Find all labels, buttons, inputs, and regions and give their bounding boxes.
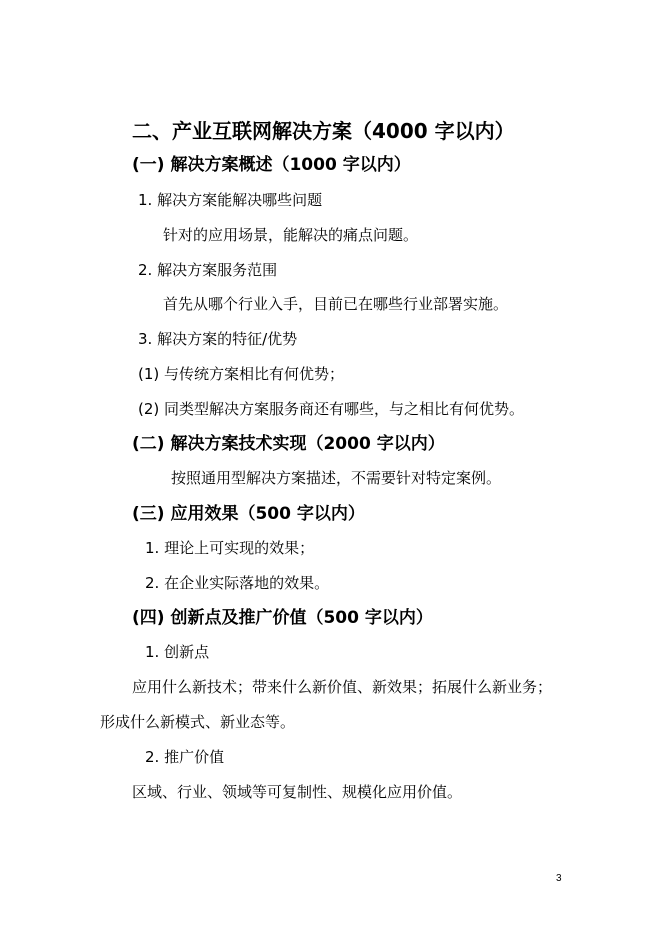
effects-item-theory: 1. 理论上可实现的效果； — [145, 539, 315, 557]
innovation-item-title: 1. 创新点 — [145, 643, 210, 661]
subsection-title-effects: (三) 应用效果（500 字以内） — [132, 504, 365, 524]
promotion-item-title: 2. 推广价值 — [145, 748, 225, 766]
subsection-title-technical: (二) 解决方案技术实现（2000 字以内） — [132, 434, 445, 454]
innovation-body-line1: 应用什么新技术；带来什么新价值、新效果；拓展什么新业务； — [132, 678, 553, 696]
section-title: 二、产业互联网解决方案（4000 字以内） — [132, 119, 515, 143]
innovation-body-line2: 形成什么新模式、新业态等。 — [100, 713, 296, 731]
subsection-title-innovation: (四) 创新点及推广价值（500 字以内） — [132, 608, 433, 628]
item-title-scope: 2. 解决方案服务范围 — [138, 261, 278, 279]
item-sub-advantage-competitors: (2) 同类型解决方案服务商还有哪些，与之相比有何优势。 — [138, 400, 525, 418]
promotion-body: 区域、行业、领域等可复制性、规模化应用价值。 — [132, 783, 463, 801]
item-body-problems: 针对的应用场景，能解决的痛点问题。 — [163, 226, 419, 244]
item-title-problems: 1. 解决方案能解决哪些问题 — [138, 191, 323, 209]
page-number: 3 — [556, 873, 562, 884]
effects-item-practice: 2. 在企业实际落地的效果。 — [145, 574, 330, 592]
technical-body: 按照通用型解决方案描述，不需要针对特定案例。 — [171, 469, 502, 487]
item-title-features: 3. 解决方案的特征/优势 — [138, 330, 298, 348]
subsection-title-overview: (一) 解决方案概述（1000 字以内） — [132, 155, 411, 175]
item-body-scope: 首先从哪个行业入手，目前已在哪些行业部署实施。 — [163, 295, 509, 313]
item-sub-advantage-traditional: (1) 与传统方案相比有何优势； — [138, 365, 345, 383]
